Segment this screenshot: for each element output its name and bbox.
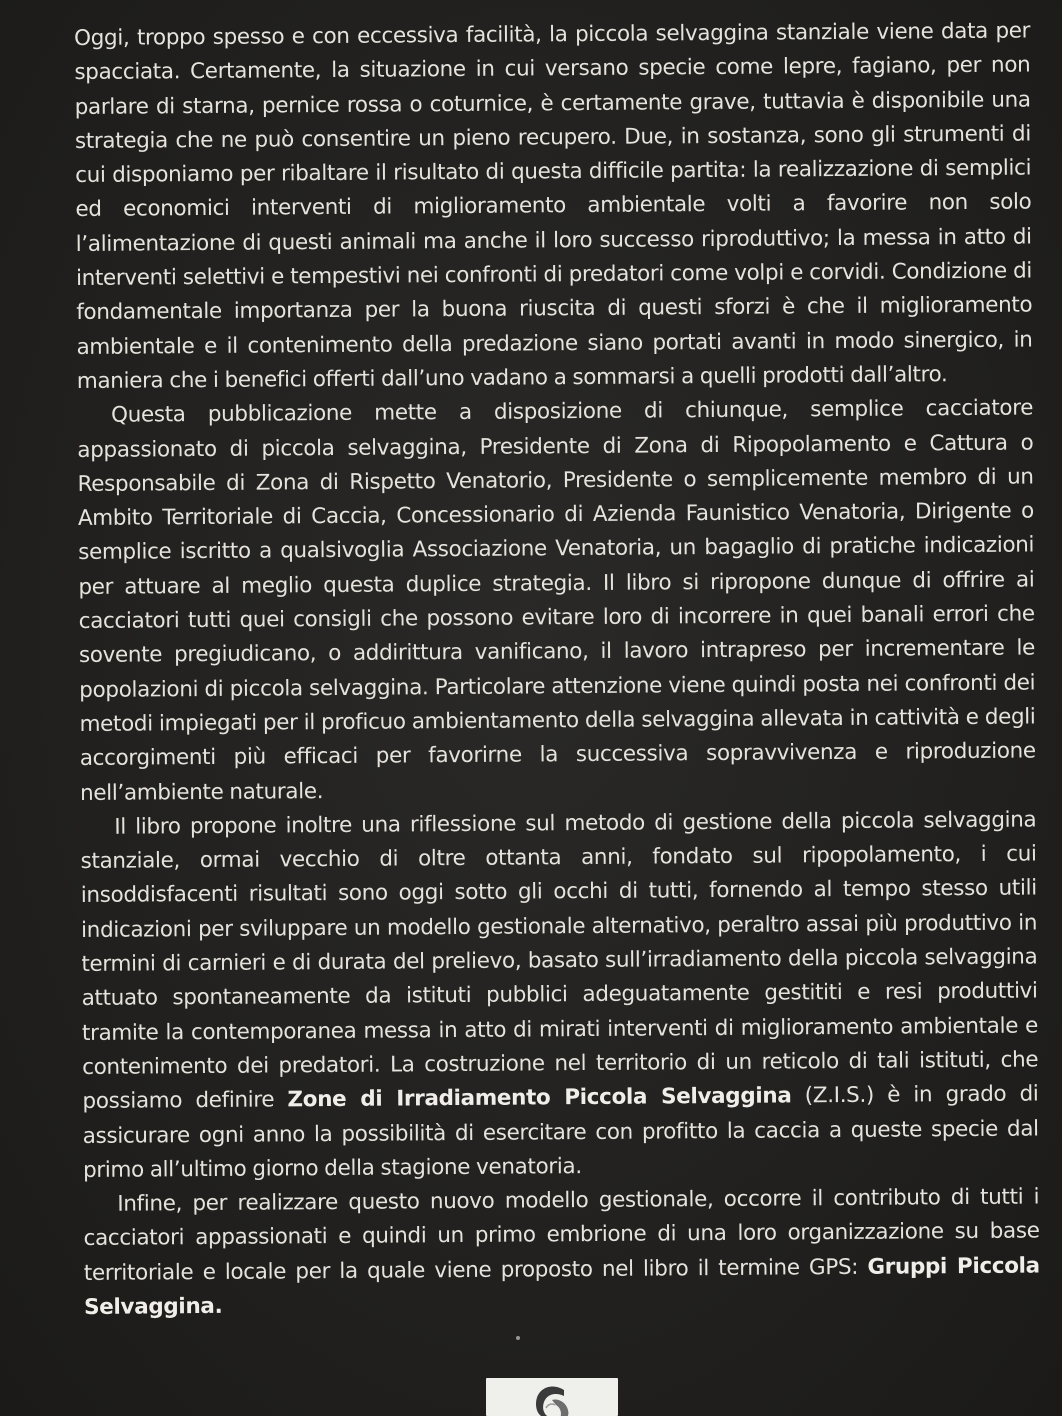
back-cover-blurb xyxy=(74,14,1040,1325)
surface-speck xyxy=(516,1336,520,1340)
blurb-paragraph-3-text-end: (Z.I.S.) è in grado di assicurare ogni anno la possibilità di esercitare con profitto la caccia a queste specie dal primo all’ultimo giorno della stagione venatoria. xyxy=(82,1081,1039,1183)
blurb-paragraph-4-text: Infine, per realizzare questo nuovo modello gestionale, occorre il contributo di tutti i cacciatori appassionati e quindi un primo embrione di una loro organizzazione su base territoriale e locale per la quale viene proposto nel libro il termine GPS: xyxy=(83,1184,1040,1286)
blurb-paragraph-1: Oggi, troppo spesso e con eccessiva facilità, la piccola selvaggina stanziale viene data per spacciata. Certamente, la situazione in cui versano specie come lepre, fagiano, per non parlare di starna, pernice rossa o coturnice, è certamente grave, tuttavia è disponibile una strategia che ne può consentire un pieno recupero. Due, in sostanza, sono gli strumenti di cui disponiamo per ribaltare il risultato di questa difficile partita: la realizzazione di semplici ed economici interventi di miglioramento ambientale volti a favorire non solo l’alimentazione di questi animali ma anche il loro successo riproduttivo; la messa in atto di interventi selettivi e tempestivi nei confronti di predatori come volpi e corvidi. Condizione di fondamentale importanza per la buona riuscita di questi sforzi è che il miglioramento ambientale e il contenimento della predazione siano portati avanti in modo sinergico, in maniera che i benefici offerti dall’uno vadano a sommarsi a quelli prodotti dall’altro. xyxy=(74,18,1033,394)
blurb-paragraph-3-text-start: Il libro propone inoltre una riflessione sul metodo di gestione della piccola selvaggina stanziale, ormai vecchio di oltre ottanta anni, fondato sul ripopolamento, i cui insoddisfacenti risultati sono oggi sotto gli occhi di tutti, fornendo al tempo stesso utili indicazioni per sviluppare un modello gestionale alternativo, peraltro assai più produttivo in termini di carnieri e di durata del prelievo, basato sull’irradiamento della piccola selvaggina attuato spontaneamente da istituti pubblici adeguatamente gestititi e resi produttivi tramite la contemporanea messa in atto di mirati interventi di miglioramento ambientale e contenimento dei predatori. La costruzione nel territorio di un reticolo di tali istituti, che possiamo definire xyxy=(80,807,1039,1115)
blurb-paragraph-2: Questa pubblicazione mette a disposizione di chiunque, semplice cacciatore appassionato di piccola selvaggina, Presidente di Zona di Ripopolamento e Cattura o Responsabile di Zona di Rispetto Venatorio, Presidente o semplicemente membro di un Ambito Territoriale di Caccia, Concessionario di Azienda Faunistico Venatoria, Dirigente o semplice iscritto a qualsivoglia Associazione Venatoria, un bagaglio di pratiche indicazioni per attuare al meglio questa duplice strategia. Il libro si ripropone dunque di offrire ai cacciatori tutti quei consigli che possono evitare loro di incorrere in quei banali errori che sovente pregiudicano, o addirittura vanificano, il lavoro intrapreso per incrementare le popolazioni di piccola selvaggina. Particolare attenzione viene quindi posta nei confronti dei metodi impiegati per il proficuo ambientamento della selvaggina allevata in cattività e degli accorgimenti più efficaci per favorirne la successiva sopravvivenza e riproduzione nell’ambiente naturale. xyxy=(77,395,1036,806)
blurb-paragraph-4 xyxy=(83,1181,1040,1326)
blurb-zis-term: Zone di Irradiamento Piccola Selvaggina xyxy=(287,1083,792,1113)
publisher-emblem-icon xyxy=(486,1378,618,1416)
blurb-gps-term: Gruppi Piccola Selvaggina. xyxy=(83,1253,1040,1320)
blurb-paragraph-3 xyxy=(80,803,1039,1188)
publisher-logo xyxy=(486,1378,618,1416)
